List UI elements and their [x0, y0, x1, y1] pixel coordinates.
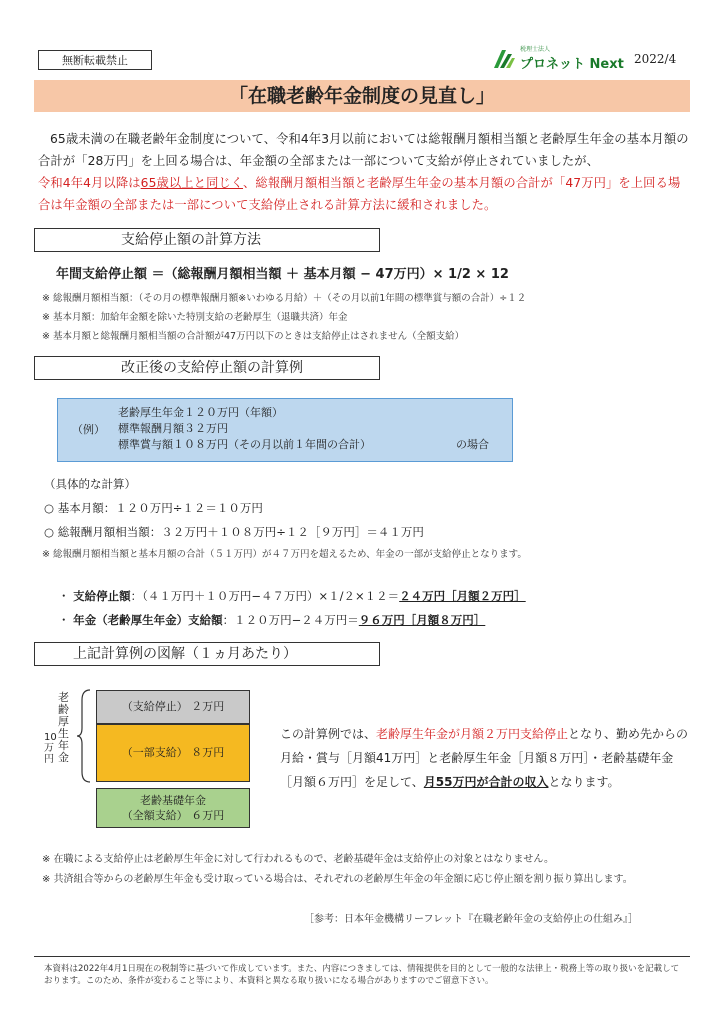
diagram-explanation	[280, 722, 692, 794]
explanation-total: 月55万円が合計の収入	[423, 775, 549, 789]
note-item: ※ 共済組合等からの老齢厚生年金も受け取っている場合は、それぞれの老齢厚生年金の年金額に応じ停止額を割り振り算出します。	[42, 874, 633, 885]
brace-icon	[76, 688, 92, 784]
note-item: ※ 在職による支給停止は老齢厚生年金に対して行われるもので、老齢基礎年金は支給停止の対象とはなりません。	[42, 854, 554, 865]
bullet-dot: ・	[58, 589, 74, 603]
bullet-label: 年金（老齢厚生年金）支給額	[73, 613, 223, 627]
bullet-result: ９６万円［月額８万円］	[358, 613, 486, 627]
explanation-text: この計算例では、	[280, 727, 377, 741]
side-label-pension: 老齢厚生年金	[58, 691, 69, 764]
no-reproduction-badge: 無断転載禁止	[38, 50, 152, 70]
logo-subtitle: 税理士法人	[520, 46, 551, 53]
note-item: ※ 総報酬月額相当額：（その月の標準報酬月額※いわゆる月給）＋（その月以前1年間の標準賞与額の合計）÷１２	[42, 293, 527, 304]
intro-text-2b: 65歳以上と同じく	[140, 176, 244, 190]
example-line: 標準報酬月額３２万円	[118, 422, 228, 435]
company-logo	[492, 44, 628, 72]
example-line: 老齢厚生年金１２０万円（年額）	[118, 406, 283, 419]
calc-note: ※ 総報酬月額相当額と基本月額の合計（５１万円）が４７万円を超えるため、年金の一部が支給停止となります。	[42, 549, 527, 560]
formula: 年間支給停止額 ＝（総報酬月額相当額 ＋ 基本月額 − 47万円）× 1/2 × 12	[56, 267, 509, 282]
intro-paragraph	[38, 128, 690, 216]
section-heading-calculation-method: 支給停止額の計算方法	[34, 228, 380, 252]
bullet-label: 支給停止額	[73, 589, 131, 603]
section-heading-diagram: 上記計算例の図解（１ヵ月あたり）	[34, 642, 380, 666]
example-label: （例）	[72, 423, 105, 436]
diagram-basic-amount: （全額支給） ６万円	[121, 809, 225, 822]
issue-date: 2022/4	[634, 52, 677, 66]
note-item: ※ 基本月額と総報酬月額相当額の合計額が47万円以下のときは支給停止はされません（全額支給）	[42, 331, 465, 342]
bullet-text: ：１２０万円−２４万円＝	[222, 613, 359, 627]
bullet-result: ２４万円［月額２万円］	[399, 589, 526, 603]
calc-line: ○ 基本月額：１２０万円÷１２＝１０万円	[44, 501, 263, 515]
example-line: 標準賞与額１０８万円（その月以前１年間の合計）	[118, 438, 371, 451]
explanation-text: となります。	[548, 775, 620, 789]
page-title: 「在職老齢年金制度の見直し」	[34, 80, 690, 112]
calc-heading: （具体的な計算）	[44, 477, 136, 491]
logo-arrow-icon	[492, 46, 516, 70]
side-label-amount: 10万円	[44, 732, 57, 765]
intro-text-1: 65歳未満の在職老齢年金制度について、令和4年3月以前においては総報酬月額相当額と老齢厚生年金の基本月額の合計が「28万円」を上回る場合は、年金額の全部または一部について支給が停止されていましたが、	[38, 132, 689, 168]
footer-divider	[34, 956, 690, 957]
diagram-basic-box	[96, 788, 250, 828]
reference: ［参考：日本年金機構リーフレット『在職老齢年金の支給停止の仕組み』］	[304, 914, 638, 925]
section-heading-calculation-example: 改正後の支給停止額の計算例	[34, 356, 380, 380]
explanation-highlight: 老齢厚生年金が月額２万円支給停止	[376, 727, 569, 741]
intro-text-2a: 令和4年4月以降は	[38, 176, 141, 190]
example-box	[57, 398, 513, 462]
diagram-stop-box: （支給停止） ２万円	[96, 690, 250, 724]
footer-disclaimer: 本資料は2022年4月1日現在の税制等に基づいて作成しています。また、内容につきましては、情報提供を目的として一般的な法律上・税務上等の取り扱いを記載しております。このため、条件が変わること等により、本資料と異なる取り扱いになる場合がありますのでご留意下さい。	[44, 964, 680, 986]
note-item: ※ 基本月額：加給年金額を除いた特別支給の老齢厚生（退職共済）年金	[42, 312, 348, 323]
logo-name: プロネット Next	[520, 57, 624, 72]
explanation-text: となり、勤め先からの月給・賞与［月額41万円］と老齢厚生年金［月額８万円］・老齢基礎年金［月額６万円］を足して、	[280, 727, 689, 789]
diagram-basic-label: 老齢基礎年金	[140, 794, 206, 807]
calc-line: ○ 総報酬月額相当額：３２万円＋１０８万円÷１２［９万円］＝４１万円	[44, 525, 424, 539]
diagram-partial-box: （一部支給） ８万円	[96, 724, 250, 782]
bullet-text: ：（４１万円＋１０万円−４７万円）×１/２×１２＝	[130, 589, 400, 603]
intro-text-2c: 、総報酬月額相当額と老齢厚生年金の基本月額の合計が「47万円」を上回る場合は年金額の全部または一部について支給停止される計算方法に緩和されました。	[38, 176, 681, 212]
bullet-pension-amount	[58, 612, 485, 628]
example-suffix: の場合	[456, 438, 489, 451]
bullet-stop-amount	[58, 588, 526, 604]
bullet-dot: ・	[58, 613, 74, 627]
